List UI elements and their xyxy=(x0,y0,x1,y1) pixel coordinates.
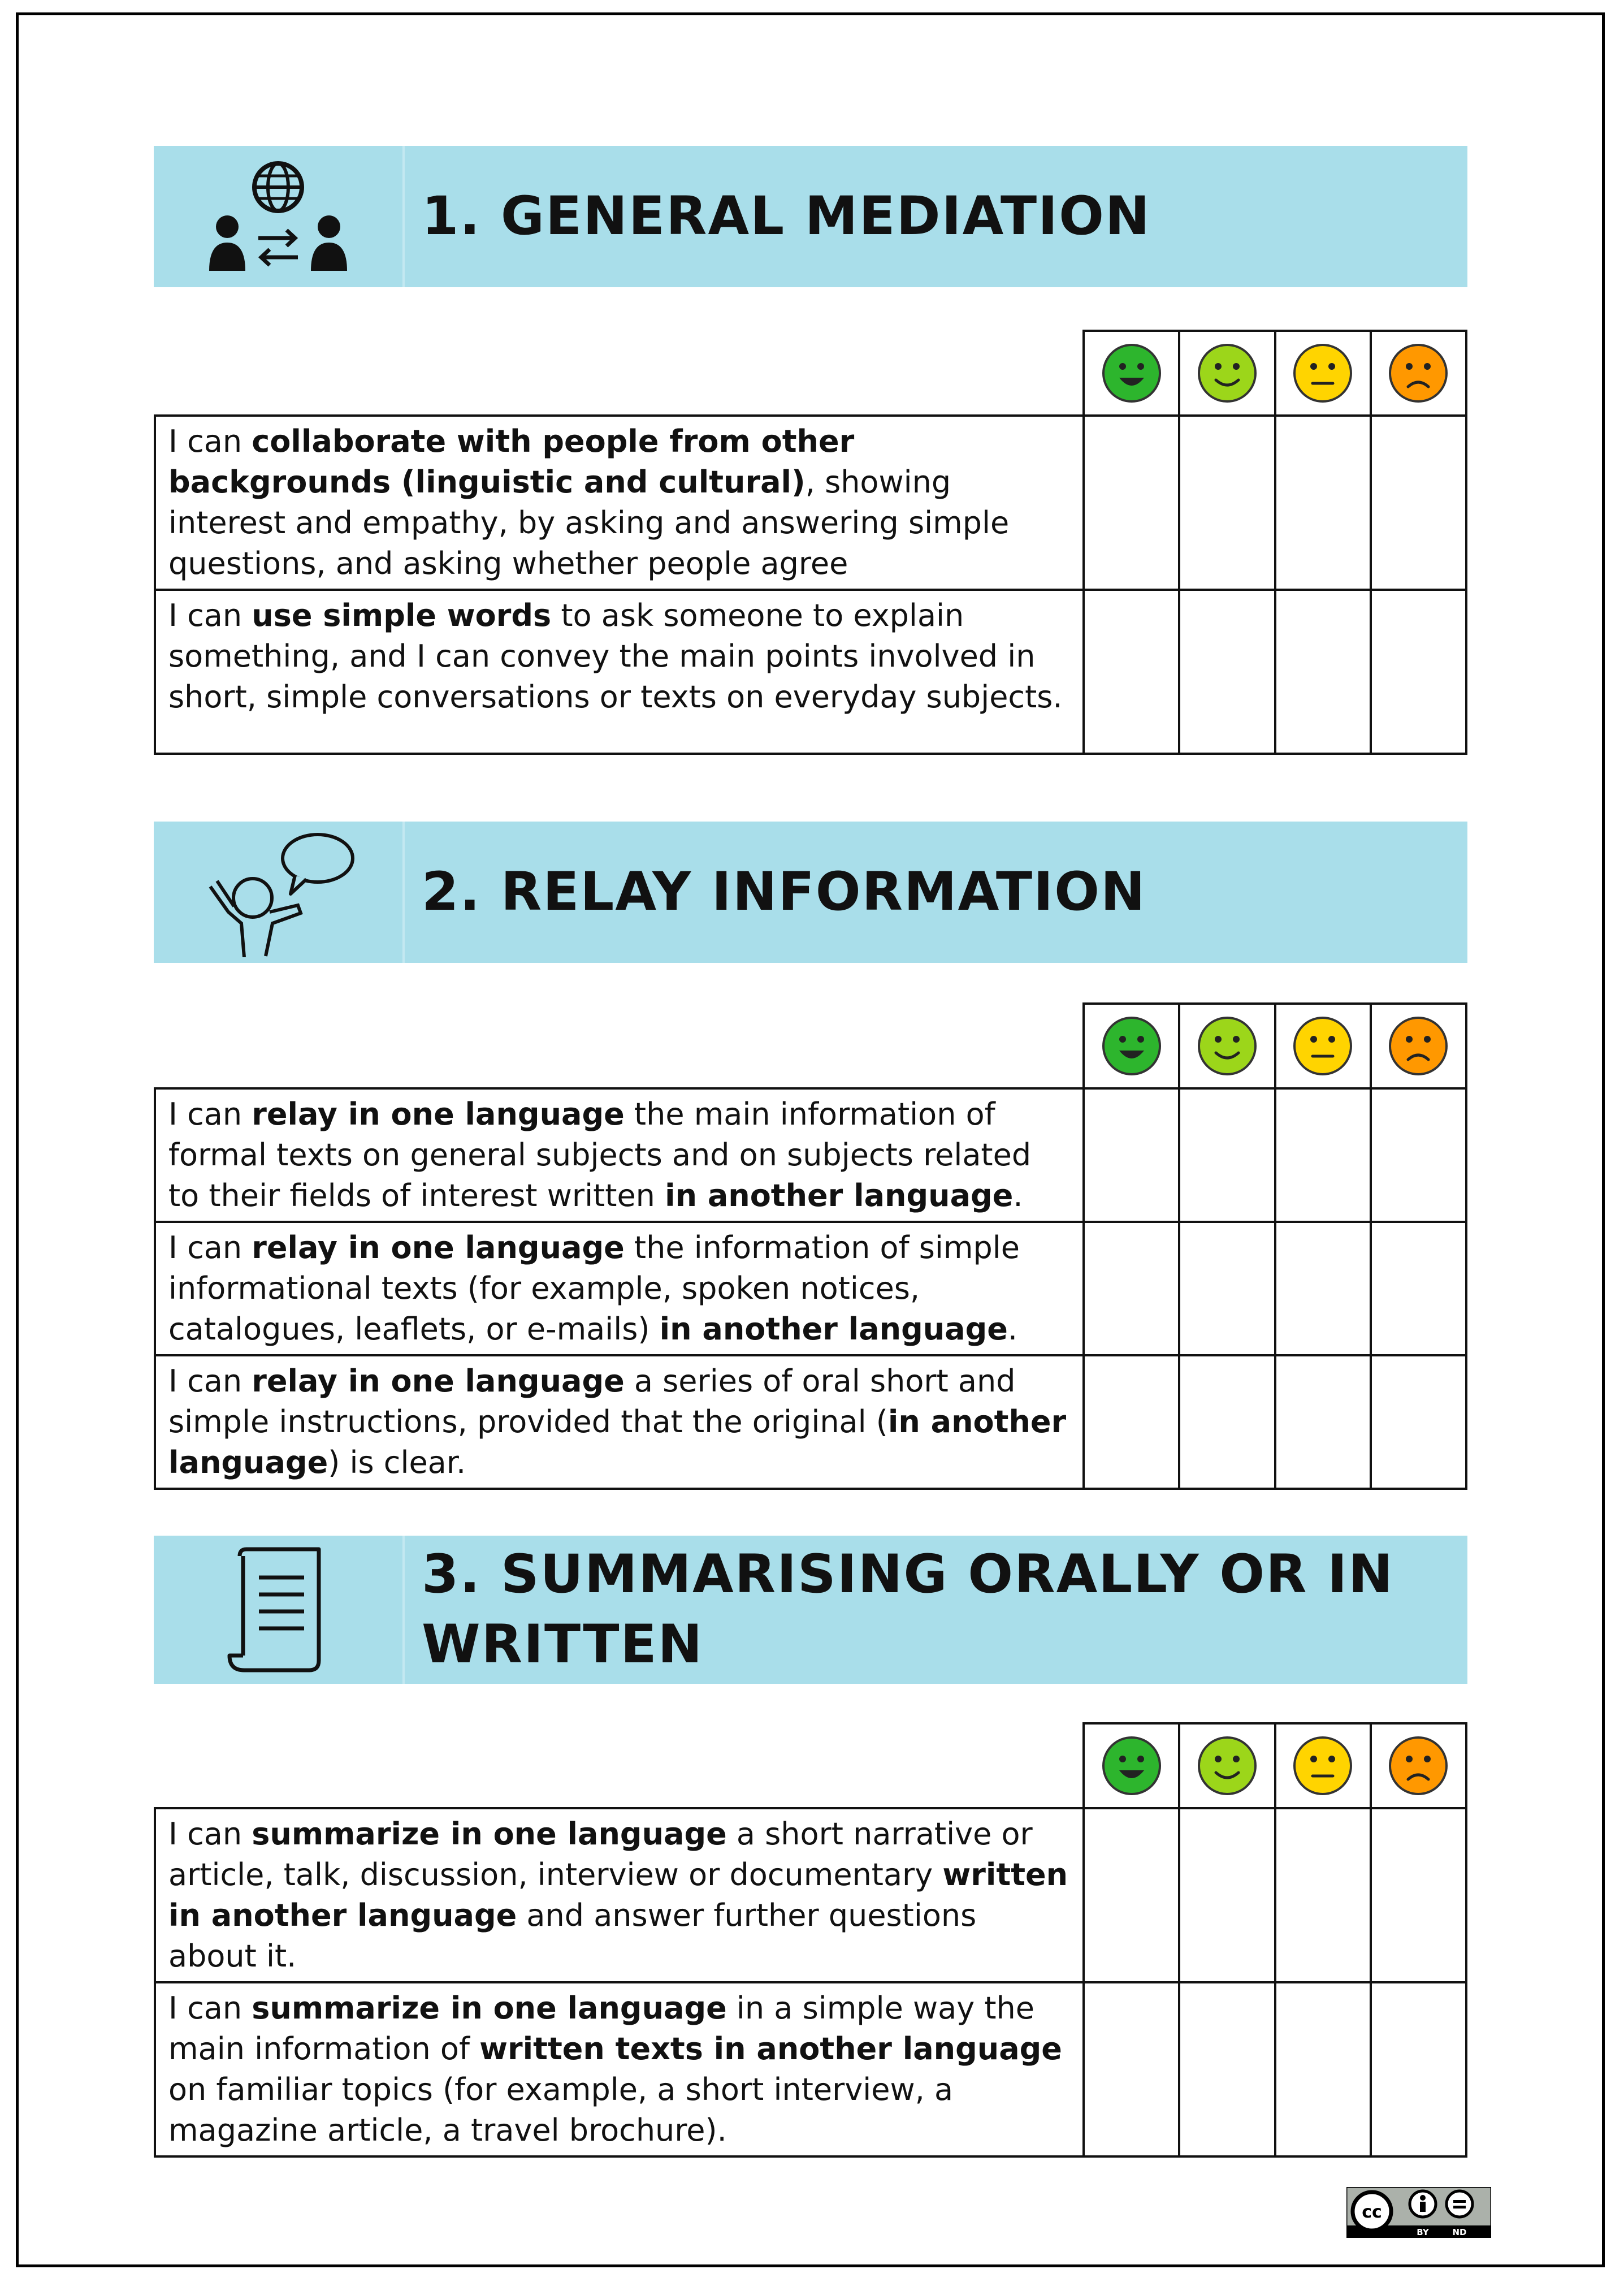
statement-bold-segment: collaborate with people from other backgrounds (linguistic and cultural) xyxy=(168,423,855,500)
rating-cell[interactable] xyxy=(1275,1355,1371,1489)
rating-cell[interactable] xyxy=(1275,1222,1371,1355)
rating-cell[interactable] xyxy=(1275,416,1371,590)
statement-segment: I can xyxy=(168,598,252,633)
rating-cell[interactable] xyxy=(1179,1088,1275,1222)
face-header xyxy=(1084,1004,1179,1088)
rating-cell[interactable] xyxy=(1371,1222,1466,1355)
section-summarising xyxy=(154,1536,1467,2148)
rating-cell[interactable] xyxy=(1084,590,1179,754)
statement-text xyxy=(155,590,1084,754)
section-banner xyxy=(154,822,1467,963)
statement-segment: I can xyxy=(168,423,252,459)
rating-cell[interactable] xyxy=(1371,1982,1466,2156)
svg-text:cc: cc xyxy=(1362,2202,1382,2222)
face-header xyxy=(1275,331,1371,416)
face-header-row xyxy=(155,1723,1466,1808)
rating-cell[interactable] xyxy=(1084,1808,1179,1982)
rating-cell[interactable] xyxy=(1179,1982,1275,2156)
rating-cell[interactable] xyxy=(1371,1088,1466,1222)
table-row xyxy=(155,1355,1466,1489)
face-header xyxy=(1179,1004,1275,1088)
document-icon xyxy=(222,1545,335,1675)
statement-segment: . xyxy=(1013,1178,1023,1213)
rating-cell[interactable] xyxy=(1179,1222,1275,1355)
rating-table xyxy=(154,330,1467,755)
statement-segment: a series of oral short and simple instructions, provided that the original ( xyxy=(168,1363,1016,1440)
neutral-face-icon xyxy=(1291,1014,1354,1078)
statement-segment: the main information of formal texts on general subjects and on subjects related to their fields of interest written xyxy=(168,1096,1032,1213)
neutral-face-icon xyxy=(1291,1734,1354,1797)
face-header xyxy=(1371,1004,1466,1088)
rating-cell[interactable] xyxy=(1275,590,1371,754)
statement-segment: . xyxy=(1007,1311,1018,1347)
header-spacer xyxy=(155,1004,1084,1088)
face-header xyxy=(1179,331,1275,416)
statement-bold-segment: summarize in one language xyxy=(252,1816,727,1852)
rating-cell[interactable] xyxy=(1275,1088,1371,1222)
statement-segment: I can xyxy=(168,1816,252,1852)
statement-bold-segment: relay in one language xyxy=(252,1230,625,1265)
smile-face-icon xyxy=(1196,1734,1259,1797)
rating-table xyxy=(154,1722,1467,2158)
table-row xyxy=(155,416,1466,590)
rating-cell[interactable] xyxy=(1371,1355,1466,1489)
sad-face-icon xyxy=(1387,1734,1450,1797)
section-banner xyxy=(154,1536,1467,1684)
statement-text xyxy=(155,416,1084,590)
statement-segment: ) is clear. xyxy=(328,1445,466,1480)
neutral-face-icon xyxy=(1291,342,1354,405)
table-row xyxy=(155,1982,1466,2156)
rating-cell[interactable] xyxy=(1084,416,1179,590)
face-header-row xyxy=(155,331,1466,416)
statement-bold-segment: in another language xyxy=(659,1311,1008,1347)
smile-face-icon xyxy=(1196,342,1259,405)
table-row xyxy=(155,590,1466,754)
statement-segment: I can xyxy=(168,1230,252,1265)
table-row xyxy=(155,1808,1466,1982)
rating-cell[interactable] xyxy=(1084,1982,1179,2156)
cc-nd-label: ND xyxy=(1452,2227,1467,2237)
face-header-row xyxy=(155,1004,1466,1088)
section-banner xyxy=(154,146,1467,287)
rating-cell[interactable] xyxy=(1179,1808,1275,1982)
rating-cell[interactable] xyxy=(1179,1355,1275,1489)
statement-segment: to ask someone to explain something, and I can convey the main points involved in short, simple conversations or texts on everyday subjects. xyxy=(168,598,1063,715)
statement-text xyxy=(155,1222,1084,1355)
statement-bold-segment: in another language xyxy=(665,1178,1014,1213)
big-smile-face-icon xyxy=(1100,1014,1163,1078)
table-row xyxy=(155,1088,1466,1222)
statement-text xyxy=(155,1808,1084,1982)
big-smile-face-icon xyxy=(1100,342,1163,405)
section-title: 3. SUMMARISING ORALLY OR IN WRITTEN xyxy=(422,1543,1394,1675)
statement-segment: , showing interest and empathy, by asking and answering simple questions, and asking whether people agree xyxy=(168,464,1010,581)
statement-segment: the information of simple informational texts (for example, spoken notices, catalogues, leaflets, or e-mails) xyxy=(168,1230,1020,1347)
people-exchange-globe-icon xyxy=(205,160,352,273)
section-title: 1. GENERAL MEDIATION xyxy=(422,185,1151,247)
table-row xyxy=(155,1222,1466,1355)
face-header xyxy=(1275,1723,1371,1808)
statement-segment: I can xyxy=(168,1990,252,2026)
statement-bold-segment: relay in one language xyxy=(252,1363,625,1399)
section-general-mediation xyxy=(154,146,1467,715)
statement-segment: I can xyxy=(168,1096,252,1132)
statement-segment: a short narrative or article, talk, discussion, interview or documentary xyxy=(168,1816,1033,1892)
face-header xyxy=(1179,1723,1275,1808)
statement-bold-segment: in another language xyxy=(168,1404,1067,1480)
section-icon-cell xyxy=(154,1536,405,1684)
face-header xyxy=(1084,1723,1179,1808)
rating-table xyxy=(154,1002,1467,1490)
statement-bold-segment: use simple words xyxy=(252,598,552,633)
big-smile-face-icon xyxy=(1100,1734,1163,1797)
statement-bold-segment: written in another language xyxy=(168,1857,1068,1933)
cc-by-label: BY xyxy=(1417,2227,1429,2237)
face-header xyxy=(1371,1723,1466,1808)
sad-face-icon xyxy=(1387,1014,1450,1078)
statement-segment: on familiar topics (for example, a short interview, a magazine article, a travel brochure). xyxy=(168,2072,954,2148)
header-spacer xyxy=(155,331,1084,416)
statement-text xyxy=(155,1982,1084,2156)
rating-cell[interactable] xyxy=(1179,416,1275,590)
smile-face-icon xyxy=(1196,1014,1259,1078)
statement-bold-segment: summarize in one language xyxy=(252,1990,727,2026)
section-relay-information xyxy=(154,822,1467,1480)
rating-cell[interactable] xyxy=(1084,1355,1179,1489)
section-title: 2. RELAY INFORMATION xyxy=(422,861,1146,923)
rating-cell[interactable] xyxy=(1371,1808,1466,1982)
statement-bold-segment: relay in one language xyxy=(252,1096,625,1132)
statement-segment: I can xyxy=(168,1363,252,1399)
person-speech-bubble-icon xyxy=(193,827,363,957)
header-spacer xyxy=(155,1723,1084,1808)
face-header xyxy=(1275,1004,1371,1088)
rating-cell[interactable] xyxy=(1179,590,1275,754)
face-header xyxy=(1371,331,1466,416)
rating-cell[interactable] xyxy=(1275,1808,1371,1982)
statement-text xyxy=(155,1355,1084,1489)
statement-text xyxy=(155,1088,1084,1222)
statement-bold-segment: written texts in another language xyxy=(479,2031,1062,2067)
cc-by-nd-license-icon xyxy=(1346,2187,1491,2238)
rating-cell[interactable] xyxy=(1275,1982,1371,2156)
rating-cell[interactable] xyxy=(1084,1222,1179,1355)
rating-cell[interactable] xyxy=(1084,1088,1179,1222)
rating-cell[interactable] xyxy=(1371,416,1466,590)
section-icon-cell xyxy=(154,146,405,287)
statement-segment: and answer further questions about it. xyxy=(168,1898,977,1974)
statement-segment: in a simple way the main information of xyxy=(168,1990,1034,2067)
rating-cell[interactable] xyxy=(1371,590,1466,754)
sad-face-icon xyxy=(1387,342,1450,405)
section-icon-cell xyxy=(154,822,405,963)
face-header xyxy=(1084,331,1179,416)
